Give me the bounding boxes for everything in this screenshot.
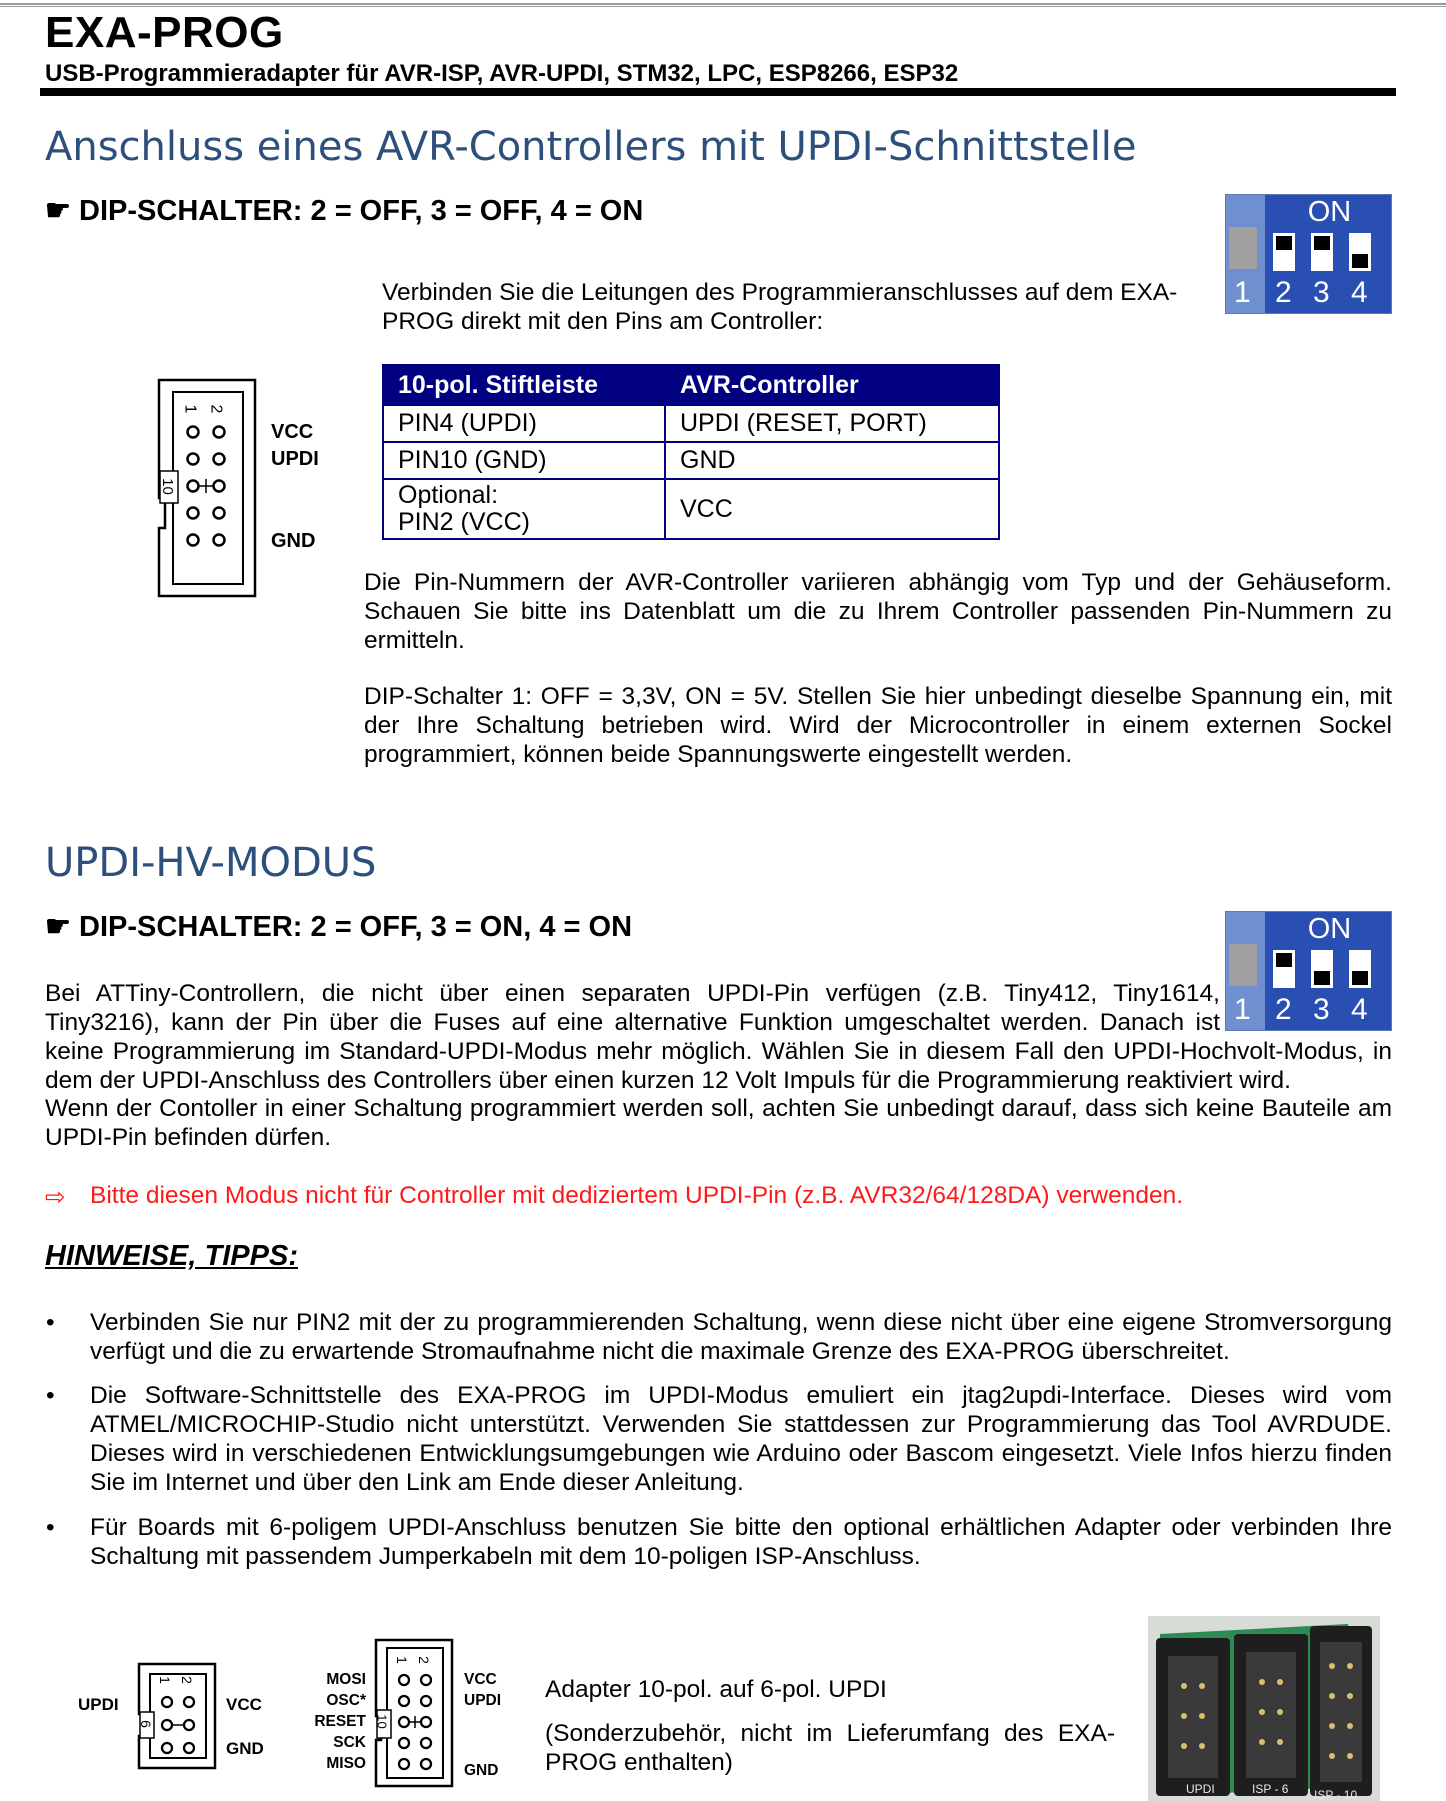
warning-arrow: ⇨: [45, 1184, 66, 1211]
hint-item: [46, 1513, 1392, 1571]
bullet: •: [46, 1514, 55, 1541]
warning-text: Bitte diesen Modus nicht für Controller mit dediziertem UPDI-Pin (z.B. AVR32/64/128DA) verwenden.: [90, 1182, 1184, 1209]
six-pin-gnd-label: GND: [226, 1739, 264, 1758]
dip-number-1: 1: [1234, 993, 1251, 1026]
six-pin-vcc-label: VCC: [226, 1695, 262, 1714]
hints-heading: HINWEISE, TIPPS:: [45, 1240, 298, 1272]
pin-1-label: 1: [181, 404, 199, 414]
reset-label: RESET: [314, 1713, 366, 1730]
photo-label-isp10: ISP - 10: [1314, 1788, 1358, 1801]
mosi-label: MOSI: [326, 1671, 366, 1688]
table-cell: GND: [665, 442, 999, 479]
dip-on-label-2: ON: [1307, 913, 1352, 945]
gnd-label: GND: [271, 530, 316, 552]
vcc-label: VCC: [271, 421, 314, 443]
section2-para2: Wenn der Contoller in einer Schaltung programmiert werden soll, achten Sie unbedingt darauf, dass sich keine Bauteile am UPDI-Pin befinden dürfen.: [45, 1095, 1392, 1151]
table-cell: PIN10 (GND): [383, 442, 665, 479]
table-cell: Optional: PIN2 (VCC): [383, 479, 665, 539]
ten-pin-1-label: 1: [393, 1656, 410, 1664]
updi-label: UPDI: [271, 448, 319, 470]
table-cell: PIN4 (UPDI): [383, 405, 665, 442]
sck-label: SCK: [333, 1734, 366, 1751]
bullet: •: [46, 1382, 55, 1409]
ten-pin-updi-label: UPDI: [464, 1692, 502, 1709]
document-title: EXA-PROG: [45, 8, 284, 57]
table-header: 10-pol. Stiftleiste: [383, 365, 665, 405]
dip-number-1: 1: [1234, 276, 1251, 309]
section2-heading: UPDI-HV-MODUS: [45, 840, 377, 886]
ten-pin-10-label: 10: [374, 1714, 390, 1729]
header-rule: [40, 88, 1396, 96]
hint-item: [46, 1381, 1392, 1497]
six-pin-updi-label: UPDI: [78, 1695, 119, 1714]
dip-number-3: 3: [1313, 276, 1330, 309]
connector-6pin-diagram: [75, 1658, 275, 1768]
dip-number-2: 2: [1275, 276, 1292, 309]
section1-para1: Die Pin-Nummern der AVR-Controller variieren abhängig vom Typ und der Gehäuseform. Schauen Sie bitte ins Datenblatt um die zu Ihrem Controller passenden Pin-Nummern zu ermitteln.: [364, 569, 1392, 654]
table-row: [383, 405, 999, 442]
table-header: AVR-Controller: [665, 365, 999, 405]
section1-intro: Verbinden Sie die Leitungen des Programmieranschlusses auf dem EXA-PROG direkt mit den Pins am Controller:: [382, 279, 1178, 335]
top-border-line: [0, 3, 1446, 7]
section1-dip-label: ☛ DIP-SCHALTER: 2 = OFF, 3 = OFF, 4 = ON: [45, 195, 644, 227]
hint-item-text: Verbinden Sie nur PIN2 mit der zu programmierenden Schaltung, wenn diese nicht über eine eigene Stromversorgung verfügt und die zu erwartende Stromaufnahme nicht die maximale Grenze des EXA-PROG überschreitet.: [90, 1309, 1392, 1365]
pin-10-label: 10: [158, 478, 176, 495]
table-cell: UPDI (RESET, PORT): [665, 405, 999, 442]
ten-pin-gnd-label: GND: [464, 1762, 499, 1779]
document-subtitle: USB-Programmieradapter für AVR-ISP, AVR-UPDI, STM32, LPC, ESP8266, ESP32: [45, 60, 959, 87]
dip-switch-image-1: [1225, 194, 1392, 314]
dip-number-4: 4: [1351, 276, 1368, 309]
six-pin-2-label: 2: [178, 1676, 195, 1684]
hint-item-text: Für Boards mit 6-poligem UPDI-Anschluss benutzen Sie bitte den optional erhältlichen Adapter oder verbinden Ihre Schaltung mit passendem Jumperkabeln mit dem 10-poligen ISP-Anschluss.: [90, 1514, 1392, 1570]
table-row: [383, 479, 999, 539]
section2-dip-label: ☛ DIP-SCHALTER: 2 = OFF, 3 = ON, 4 = ON: [45, 911, 633, 943]
hint-item: [46, 1308, 1392, 1366]
dip-number-4: 4: [1351, 993, 1368, 1026]
section1-heading: Anschluss eines AVR-Controllers mit UPDI-Schnittstelle: [45, 124, 1137, 170]
dip-number-3: 3: [1313, 993, 1330, 1026]
table-header-row: [383, 365, 999, 405]
hint-item-text: Die Software-Schnittstelle des EXA-PROG im UPDI-Modus emuliert ein jtag2updi-Interface. Dieses wird vom ATMEL/MICROCHIP-Studio nicht unterstützt. Verwenden Sie stattdessen zur Programmierung das Tool AVRDUDE. Dieses wird in verschiedenen Entwicklungsumgebungen wie Arduino oder Bascom eingesetzt. Viele Infos hierzu finden Sie im Internet und über den Link am Ende dieser Anleitung.: [90, 1382, 1392, 1496]
pin-mapping-table: [382, 364, 1000, 540]
six-pin-1-label: 1: [156, 1676, 173, 1684]
ten-pin-vcc-label: VCC: [464, 1671, 497, 1688]
table-row: [383, 442, 999, 479]
ten-pin-2-label: 2: [415, 1656, 432, 1664]
table-cell: VCC: [665, 479, 999, 539]
adapter-note: (Sonderzubehör, nicht im Lieferumfang des EXA-PROG enthalten): [545, 1720, 1115, 1776]
six-pin-6-label: 6: [137, 1720, 154, 1728]
connector-10pin-diagram: [157, 378, 327, 598]
bullet: •: [46, 1309, 55, 1336]
miso-label: MISO: [326, 1755, 366, 1772]
pin-2-label: 2: [207, 404, 225, 414]
section2-para1: [45, 979, 1392, 1095]
dip-number-2: 2: [1275, 993, 1292, 1026]
photo-label-updi: UPDI: [1186, 1782, 1215, 1796]
photo-label-isp6: ISP - 6: [1252, 1782, 1289, 1796]
adapter-photo: [1148, 1616, 1380, 1801]
adapter-caption: Adapter 10-pol. auf 6-pol. UPDI: [545, 1676, 887, 1703]
osc-label: OSC*: [326, 1692, 366, 1709]
connector-10pin-adapter-diagram: [300, 1638, 530, 1788]
dip-on-label-1: ON: [1307, 196, 1352, 228]
section2-para1-text: Bei ATTiny-Controllern, die nicht über einen separaten UPDI-Pin verfügen (z.B. Tiny412, Tiny1614, Tiny3216), kann der Pin über die Fuses auf eine alternative Funktion umgeschaltet werden. Danach ist keine Programmierung im Standard-UPDI-Modus mehr möglich. Wählen Sie in diesem Fall den UPDI-Hochvolt-Modus, in dem der UPDI-Anschluss des Controllers über einen kurzen 12 Volt Impuls für die Programmierung reaktiviert wird.: [45, 980, 1392, 1094]
section1-para2: DIP-Schalter 1: OFF = 3,3V, ON = 5V. Stellen Sie hier unbedingt dieselbe Spannung ein, mit der Ihre Schaltung betrieben wird. Wird der Microcontroller in einem externen Sockel programmiert, können beide Spannungswerte eingestellt werden.: [364, 683, 1392, 768]
